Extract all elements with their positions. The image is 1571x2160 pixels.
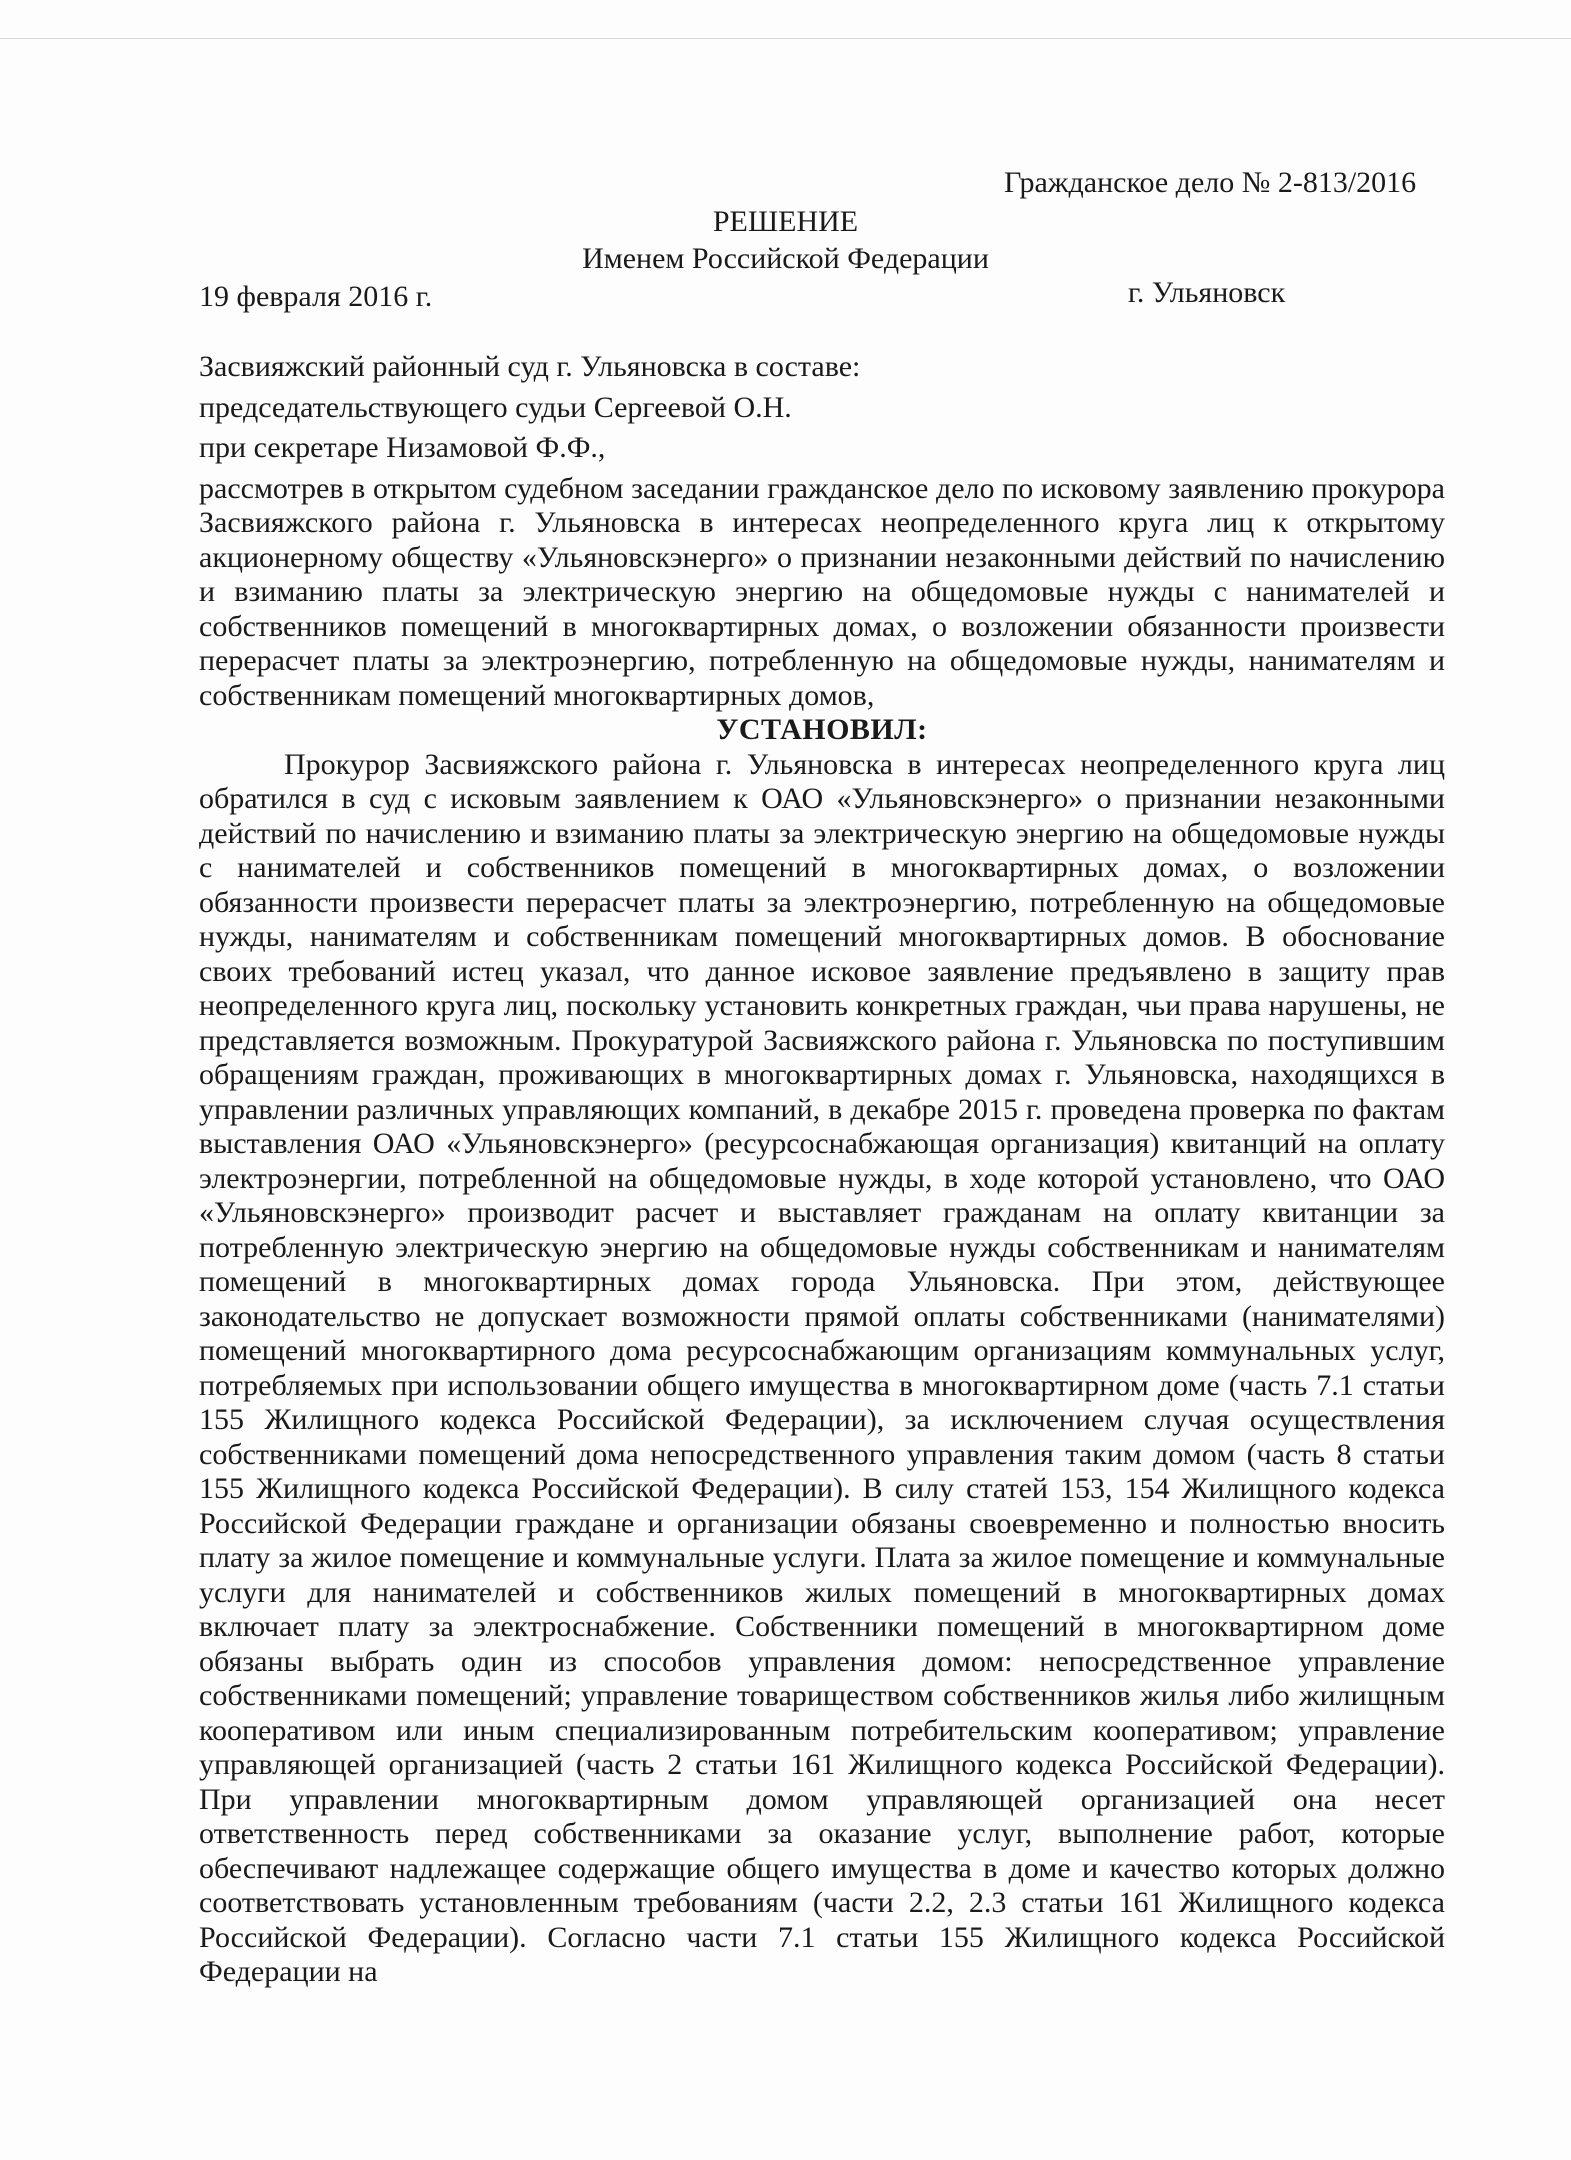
court-composition-line: Засвияжский районный суд г. Ульяновска в составе: xyxy=(199,350,861,383)
section-heading: УСТАНОВИЛ: xyxy=(716,713,928,746)
document-body xyxy=(199,350,1445,1990)
scan-edge-line xyxy=(0,38,1571,39)
decision-city: г. Ульяновск xyxy=(1128,276,1286,309)
secretary-line: при секретаре Низамовой Ф.Ф., xyxy=(199,431,606,464)
document-title: РЕШЕНИЕ xyxy=(712,205,859,238)
case-number: Гражданское дело № 2-813/2016 xyxy=(1004,166,1417,199)
intro-paragraph: рассмотрев в открытом судебном заседании гражданское дело по исковому заявлению прокурора Засвияжского района г. Ульяновска в интересах неопределенного круга лиц к открытому акционерному обществу «Ульяновскэнерго» о признании незаконными действий по начислению и взиманию платы за электрическую энергию на общедомовые нужды с нанимателей и собственников помещений в многоквартирных домах, о возложении обязанности произвести перерасчет платы за электроэнергию, потребленную на общедомовые нужды, нанимателям и собственникам помещений многоквартирных домов, xyxy=(199,471,1445,712)
presiding-judge-line: председательствующего судьи Сергеевой О.Н. xyxy=(199,390,792,424)
decision-date: 19 февраля 2016 г. xyxy=(199,280,433,313)
document-subtitle: Именем Российской Федерации xyxy=(582,242,989,275)
main-paragraph: Прокурор Засвияжского района г. Ульяновска в интересах неопределенного круга лиц обратился в суд с исковым заявлением к ОАО «Ульяновскэнерго» о признании незаконными действий по начислению и взиманию платы за электрическую энергию на общедомовые нужды с нанимателей и собственников помещений в многоквартирных домах, о возложении обязанности произвести перерасчет платы за электроэнергию, потребленную на общедомовые нужды, нанимателям и собственникам помещений многоквартирных домов. В обоснование своих требований истец указал, что данное исковое заявление предъявлено в защиту прав неопределенного круга лиц, поскольку установить конкретных граждан, чьи права нарушены, не представляется возможным. Прокуратурой Засвияжского района г. Ульяновска по поступившим обращениям граждан, проживающих в многоквартирных домах г. Ульяновска, находящихся в управлении различных управляющих компаний, в декабре 2015 г. проведена проверка по фактам выставления ОАО «Ульяновскэнерго» (ресурсоснабжающая организация) квитанций на оплату электроэнергии, потребленной на общедомовые нужды, в ходе которой установлено, что ОАО «Ульяновскэнерго» производит расчет и выставляет гражданам на оплату квитанции за потребленную электрическую энергию на общедомовые нужды собственникам и нанимателям помещений в многоквартирных домах города Ульяновска. При этом, действующее законодательство не допускает возможности прямой оплаты собственниками (нанимателями) помещений многоквартирного дома ресурсоснабжающим организациям коммунальных услуг, потребляемых при использовании общего имущества в многоквартирном доме (часть 7.1 статьи 155 Жилищного кодекса Российской Федерации), за исключением случая осуществления собственниками помещений дома непосредственного управления таким домом (часть 8 статьи 155 Жилищного кодекса Российской Федерации). В силу статей 153, 154 Жилищного кодекса Российской Федерации граждане и организации обязаны своевременно и полностью вносить плату за жилое помещение и коммунальные услуги. Плата за жилое помещение и коммунальные услуги для нанимателей и собственников жилых помещений в многоквартирных домах включает плату за электроснабжение. Собственники помещений в многоквартирном доме обязаны выбрать один из способов управления домом: непосредственное управление собственниками помещений; управление товариществом собственников жилья либо жилищным кооперативом или иным специализированным потребительским кооперативом; управление управляющей организацией (часть 2 статьи 161 Жилищного кодекса Российской Федерации). При управлении многоквартирным домом управляющей организацией она несет ответственность перед собственниками за оказание услуг, выполнение работ, которые обеспечивают надлежащее содержащие общего имущества в доме и качество которых должно соответствовать установленным требованиям (части 2.2, 2.3 статьи 161 Жилищного кодекса Российской Федерации). Согласно части 7.1 статьи 155 Жилищного кодекса Российской Федерации на xyxy=(199,747,1445,1988)
